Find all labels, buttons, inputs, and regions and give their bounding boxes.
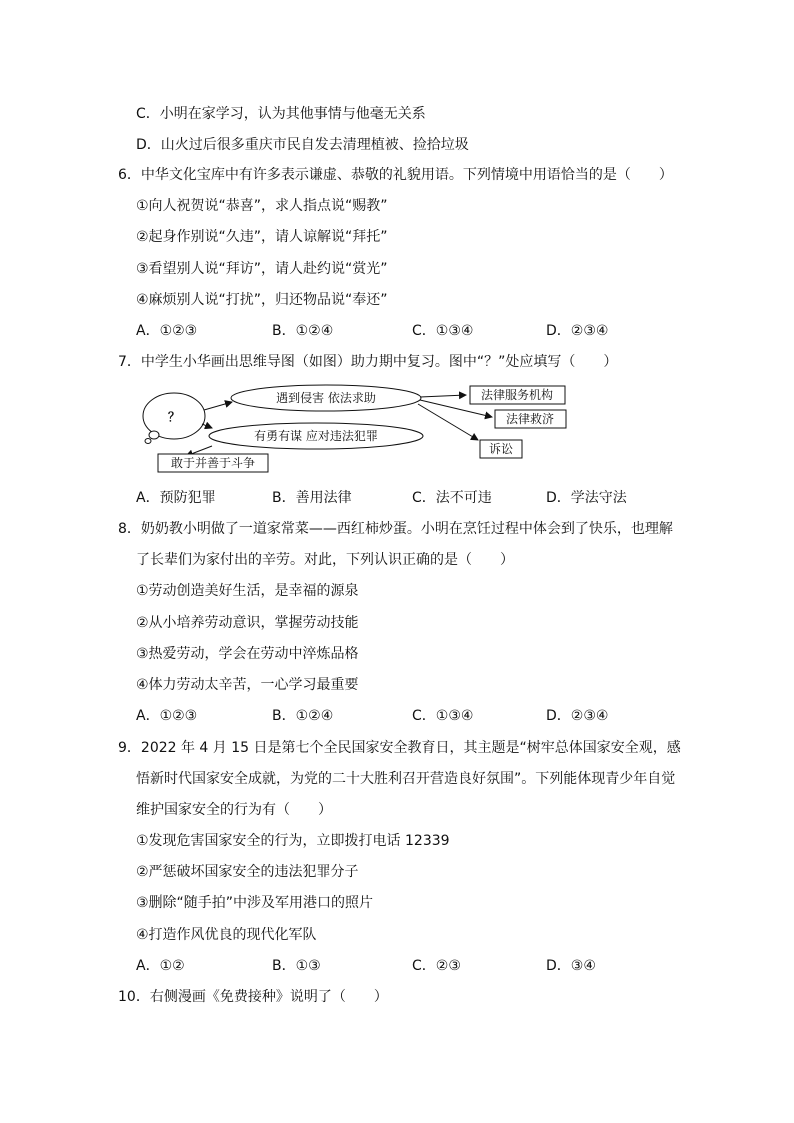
q6-item-4: ④麻烦别人说“打扰”，归还物品说“奉还” [136,292,388,308]
ellipse-top-label: 遇到侵害 依法求助 [276,391,376,405]
mind-map-diagram [140,380,580,476]
box-litigation [480,440,522,458]
q9-option-b: B．①③ [272,958,321,974]
q7-option-c: C．法不可违 [412,490,492,506]
q9-item-4: ④打造作风优良的现代化军队 [136,927,317,943]
box-dare-to-struggle [158,454,268,472]
q8-option-a: A．①②③ [136,708,198,724]
q9-stem-line-2: 悟新时代国家安全成就，为党的二十大胜利召开营造良好氛围”。下列能体现青少年自觉 [136,771,676,787]
q5-option-d: D．山火过后很多重庆市民自发去清理植被、捡拾垃圾 [136,137,469,153]
ellipse-handle-crime [209,423,423,449]
bubble-question-mark: ？ [167,410,181,424]
q8-item-1: ①劳动创造美好生活，是幸福的源泉 [136,583,359,599]
q6-item-2: ②起身作别说“久违”，请人谅解说“拜托” [136,229,388,245]
arrow-to-litigation [418,404,478,440]
arrow-bubble-to-bottom [202,424,212,428]
q9-item-1: ①发现危害国家安全的行为，立即拨打电话 12339 [136,833,450,849]
q10-stem: 10．右侧漫画《免费接种》说明了（ ） [118,989,388,1005]
q9-option-d: D．③④ [546,958,596,974]
q7-option-a: A．预防犯罪 [136,490,216,506]
q6-option-d: D．②③④ [546,323,609,339]
q6-option-b: B．①②④ [272,323,334,339]
arrow-bubble-to-top [204,402,232,410]
box-legal-relief [495,410,566,428]
q6-item-3: ③看望别人说“拜访”，请人赴约说“赏光” [136,261,388,277]
q9-option-a: A．①② [136,958,185,974]
q6-option-a: A．①②③ [136,323,198,339]
q6-item-1: ①向人祝贺说“恭喜”，求人指点说“赐教” [136,198,388,214]
ellipse-seek-legal-help [231,385,421,411]
q8-stem-line-2: 了长辈们为家付出的辛劳。对此，下列认识正确的是（ ） [136,552,514,568]
q7-option-b: B．善用法律 [272,490,352,506]
q7-stem: 7．中学生小华画出思维导图（如图）助力期中复习。图中“？”处应填写（ ） [118,354,618,370]
box-legal-service-agency [470,386,565,404]
q8-item-4: ④体力劳动太辛苦，一心学习最重要 [136,677,359,693]
arrow-to-legal-service [420,395,466,397]
q9-item-3: ③删除“随手拍”中涉及军用港口的照片 [136,895,374,911]
q8-item-2: ②从小培养劳动意识，掌握劳动技能 [136,615,359,631]
box-3-label: 诉讼 [488,442,514,456]
q5-option-c: C．小明在家学习，认为其他事情与他毫无关系 [136,106,426,122]
q9-option-c: C．②③ [412,958,461,974]
q9-stem-line-3: 维护国家安全的行为有（ ） [136,802,332,818]
q9-item-2: ②严惩破坏国家安全的违法犯罪分子 [136,864,359,880]
box-1-label: 法律服务机构 [480,388,554,402]
q7-option-d: D．学法守法 [546,490,627,506]
q6-stem: 6．中华文化宝库中有许多表示谦虚、恭敬的礼貌用语。下列情境中用语恰当的是（ ） [118,167,673,183]
q6-option-c: C．①③④ [412,323,474,339]
q8-option-b: B．①②④ [272,708,334,724]
q8-option-c: C．①③④ [412,708,474,724]
q9-stem-line-1: 9．2022 年 4 月 15 日是第七个全民国家安全教育日，其主题是“树牢总体国家安全观，感 [118,740,681,756]
box-2-label: 法律救济 [505,412,555,426]
box-4-label: 敢于并善于斗争 [170,456,256,470]
thought-bubble [143,393,205,444]
ellipse-bottom-label: 有勇有谋 应对违法犯罪 [254,429,378,443]
q8-item-3: ③热爱劳动，学会在劳动中淬炼品格 [136,646,359,662]
q8-option-d: D．②③④ [546,708,609,724]
q8-stem-line-1: 8．奶奶教小明做了一道家常菜——西红柿炒蛋。小明在烹饪过程中体会到了快乐，也理解 [118,521,673,537]
